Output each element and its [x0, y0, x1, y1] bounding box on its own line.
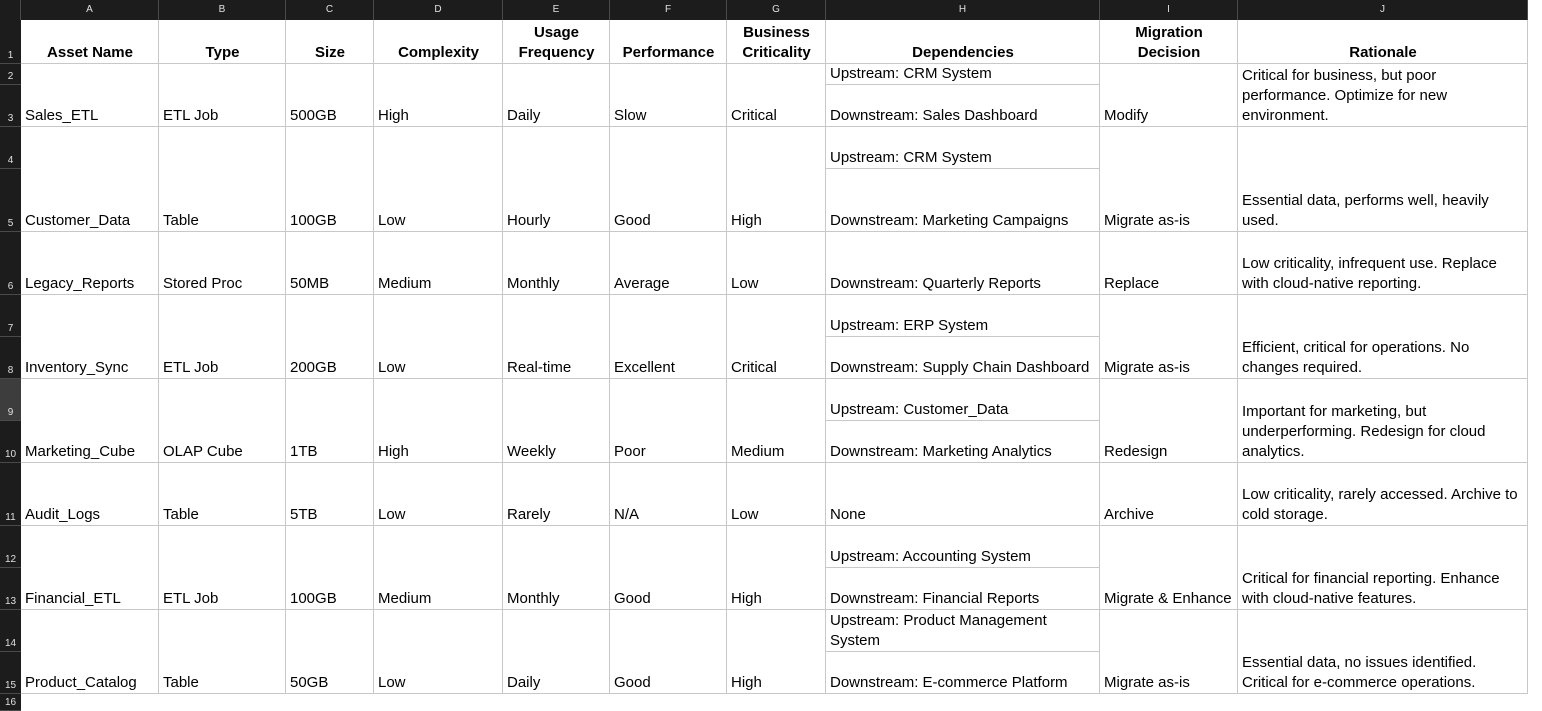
- header-rationale-line-1: Rationale: [1349, 44, 1417, 61]
- cell-upstream-5[interactable]: [826, 379, 1100, 421]
- cell-size-5-text: 1TB: [290, 443, 318, 460]
- cell-performance-1[interactable]: [610, 64, 727, 127]
- cell-size-2[interactable]: [286, 127, 374, 232]
- cell-downstream-5-text: Downstream: Marketing Analytics: [830, 443, 1052, 460]
- empty-row-16[interactable]: [21, 694, 1528, 711]
- cell-complexity-4-text: Low: [378, 359, 406, 376]
- cell-size-8-text: 50GB: [290, 674, 329, 691]
- header-performance[interactable]: [610, 20, 727, 64]
- cell-decision-8[interactable]: [1100, 610, 1238, 694]
- column-header-i[interactable]: I: [1100, 0, 1238, 20]
- header-complexity-text: [398, 43, 479, 63]
- cell-complexity-2-text: Low: [378, 212, 406, 229]
- cell-type-8[interactable]: [159, 610, 286, 694]
- row-header-3[interactable]: 3: [0, 85, 21, 127]
- cell-rationale-8-text: Essential data, no issues identified. Critical for e-commerce operations.: [1242, 654, 1477, 691]
- cell-criticality-5-text: Medium: [731, 443, 785, 460]
- cell-complexity-8-text: Low: [378, 674, 406, 691]
- cell-decision-4[interactable]: [1100, 295, 1238, 379]
- cell-downstream-4-text: Downstream: Supply Chain Dashboard: [830, 359, 1090, 376]
- cell-rationale-1[interactable]: [1238, 64, 1528, 127]
- cell-performance-3-text: Average: [614, 275, 670, 292]
- cell-criticality-4-text: Critical: [731, 359, 777, 376]
- header-business-criticality-line-1: Business: [743, 24, 810, 41]
- cell-performance-6[interactable]: [610, 463, 727, 526]
- cell-rationale-7-text: Critical for financial reporting. Enhance with cloud-native features.: [1242, 570, 1500, 607]
- header-size-text: [315, 43, 345, 63]
- header-performance-text: [623, 43, 715, 63]
- cell-usage-7-text: Monthly: [507, 590, 560, 607]
- row-header-1[interactable]: 1: [0, 20, 21, 64]
- cell-decision-3-text: Replace: [1104, 275, 1160, 292]
- row-header-7[interactable]: 7: [0, 295, 21, 337]
- cell-criticality-1-text: Critical: [731, 107, 777, 124]
- cell-performance-5[interactable]: [610, 379, 727, 463]
- cell-decision-6-text: Archive: [1104, 506, 1155, 523]
- cell-asset-4[interactable]: [21, 295, 159, 379]
- cell-performance-8-text: Good: [614, 674, 651, 691]
- cell-performance-8[interactable]: [610, 610, 727, 694]
- cell-downstream-5[interactable]: [826, 421, 1100, 463]
- cell-usage-1[interactable]: [503, 64, 610, 127]
- cell-usage-2[interactable]: [503, 127, 610, 232]
- cell-downstream-6[interactable]: [826, 463, 1100, 526]
- cell-performance-5-text: Poor: [614, 443, 646, 460]
- cell-size-4[interactable]: [286, 295, 374, 379]
- cell-usage-4-text: Real-time: [507, 359, 572, 376]
- header-rationale-text: [1349, 43, 1417, 63]
- sheet-right-margin: [1528, 20, 1542, 711]
- header-type-line-1: Type: [205, 44, 240, 61]
- cell-performance-6-text: N/A: [614, 506, 640, 523]
- cell-usage-3-text: Monthly: [507, 275, 560, 292]
- cell-rationale-6[interactable]: [1238, 463, 1528, 526]
- cell-decision-3[interactable]: [1100, 232, 1238, 295]
- header-usage-frequency[interactable]: [503, 20, 610, 64]
- column-header-g[interactable]: G: [727, 0, 826, 20]
- cell-complexity-3[interactable]: [374, 232, 503, 295]
- cell-type-6-text: Table: [163, 506, 199, 523]
- row-header-14[interactable]: 14: [0, 610, 21, 652]
- header-migration-decision[interactable]: [1100, 20, 1238, 64]
- header-usage-frequency-text: [519, 23, 595, 63]
- cell-decision-5[interactable]: [1100, 379, 1238, 463]
- cell-rationale-2[interactable]: [1238, 127, 1528, 232]
- cell-size-3[interactable]: [286, 232, 374, 295]
- column-header-d[interactable]: D: [374, 0, 503, 20]
- cell-type-3[interactable]: [159, 232, 286, 295]
- cell-downstream-3[interactable]: [826, 232, 1100, 295]
- cell-criticality-7[interactable]: [727, 526, 826, 610]
- cell-type-5-text: OLAP Cube: [163, 443, 243, 460]
- column-header-f[interactable]: F: [610, 0, 727, 20]
- cell-rationale-4[interactable]: [1238, 295, 1528, 379]
- cell-upstream-7-text: Upstream: Accounting System: [830, 548, 1031, 565]
- cell-type-4-text: ETL Job: [163, 359, 219, 376]
- cell-size-4-text: 200GB: [290, 359, 337, 376]
- header-type-text: [206, 43, 240, 63]
- cell-criticality-4[interactable]: [727, 295, 826, 379]
- cell-usage-8-text: Daily: [507, 674, 541, 691]
- cell-decision-2-text: Migrate as-is: [1104, 212, 1190, 229]
- cell-type-4[interactable]: [159, 295, 286, 379]
- cell-decision-2[interactable]: [1100, 127, 1238, 232]
- header-rationale[interactable]: [1238, 20, 1528, 64]
- cell-criticality-6-text: Low: [731, 506, 759, 523]
- cell-downstream-8[interactable]: [826, 652, 1100, 694]
- cell-performance-2[interactable]: [610, 127, 727, 232]
- cell-usage-5-text: Weekly: [507, 443, 556, 460]
- cell-rationale-4-text: Efficient, critical for operations. No changes required.: [1242, 339, 1470, 376]
- select-all-corner[interactable]: [0, 0, 21, 20]
- cell-upstream-4-text: Upstream: ERP System: [830, 317, 989, 334]
- header-migration-decision-line-2: Decision: [1137, 44, 1201, 61]
- cell-criticality-2-text: High: [731, 212, 762, 229]
- cell-asset-8-text: Product_Catalog: [25, 674, 137, 691]
- cell-size-6[interactable]: [286, 463, 374, 526]
- cell-asset-6-text: Audit_Logs: [25, 506, 101, 523]
- row-header-11[interactable]: 11: [0, 463, 21, 526]
- column-header-a[interactable]: A: [21, 0, 159, 20]
- cell-decision-8-text: Migrate as-is: [1104, 674, 1190, 691]
- cell-downstream-7-text: Downstream: Financial Reports: [830, 590, 1040, 607]
- cell-upstream-2-text: Upstream: CRM System: [830, 149, 992, 166]
- cell-criticality-6[interactable]: [727, 463, 826, 526]
- cell-decision-7[interactable]: [1100, 526, 1238, 610]
- cell-usage-6[interactable]: [503, 463, 610, 526]
- cell-asset-2-text: Customer_Data: [25, 212, 131, 229]
- cell-criticality-2[interactable]: [727, 127, 826, 232]
- cell-complexity-4[interactable]: [374, 295, 503, 379]
- row-header-16[interactable]: 16: [0, 694, 21, 711]
- cell-type-1[interactable]: [159, 64, 286, 127]
- cell-type-7-text: ETL Job: [163, 590, 219, 607]
- cell-type-5[interactable]: [159, 379, 286, 463]
- cell-complexity-5-text: High: [378, 443, 409, 460]
- header-dependencies[interactable]: [826, 20, 1100, 64]
- cell-rationale-3[interactable]: [1238, 232, 1528, 295]
- cell-type-7[interactable]: [159, 526, 286, 610]
- header-size-line-1: Size: [314, 44, 345, 61]
- cell-decision-7-text: Migrate & Enhance: [1104, 590, 1232, 607]
- cell-criticality-3[interactable]: [727, 232, 826, 295]
- cell-downstream-3-text: Downstream: Quarterly Reports: [830, 275, 1041, 292]
- cell-upstream-7[interactable]: [826, 526, 1100, 568]
- cell-rationale-5-text: Important for marketing, but underperforming. Redesign for cloud analytics.: [1242, 403, 1486, 460]
- cell-performance-4-text: Excellent: [614, 359, 675, 376]
- cell-downstream-2-text: Downstream: Marketing Campaigns: [830, 212, 1069, 229]
- header-size[interactable]: [286, 20, 374, 64]
- cell-downstream-7[interactable]: [826, 568, 1100, 610]
- cell-performance-2-text: Good: [614, 212, 651, 229]
- cell-rationale-6-text: Low criticality, rarely accessed. Archive to cold storage.: [1242, 486, 1518, 523]
- row-header-9[interactable]: 9: [0, 379, 21, 421]
- row-header-8[interactable]: 8: [0, 337, 21, 379]
- header-performance-line-1: Performance: [622, 44, 715, 61]
- cell-asset-8[interactable]: [21, 610, 159, 694]
- column-header-e[interactable]: E: [503, 0, 610, 20]
- cell-upstream-2[interactable]: [826, 127, 1100, 169]
- cell-rationale-8[interactable]: [1238, 610, 1528, 694]
- row-header-15[interactable]: 15: [0, 652, 21, 694]
- cell-asset-7[interactable]: [21, 526, 159, 610]
- row-header-2[interactable]: 2: [0, 64, 21, 85]
- cell-asset-5-text: Marketing_Cube: [25, 443, 136, 460]
- cell-rationale-5[interactable]: [1238, 379, 1528, 463]
- cell-criticality-3-text: Low: [731, 275, 759, 292]
- cell-complexity-1-text: High: [378, 107, 409, 124]
- header-asset-name-line-1: Asset Name: [47, 44, 133, 61]
- cell-criticality-8[interactable]: [727, 610, 826, 694]
- cell-rationale-1-text: Critical for business, but poor performance. Optimize for new environment.: [1242, 67, 1448, 124]
- cell-size-5[interactable]: [286, 379, 374, 463]
- column-header-b[interactable]: B: [159, 0, 286, 20]
- cell-asset-7-text: Financial_ETL: [25, 590, 121, 607]
- cell-performance-1-text: Slow: [614, 107, 647, 124]
- cell-type-3-text: Stored Proc: [163, 275, 243, 292]
- cell-usage-7[interactable]: [503, 526, 610, 610]
- header-migration-decision-line-1: Migration: [1135, 24, 1203, 41]
- cell-criticality-8-text: High: [731, 674, 762, 691]
- cell-type-1-text: ETL Job: [163, 107, 219, 124]
- cell-performance-3[interactable]: [610, 232, 727, 295]
- cell-downstream-8-text: Downstream: E-commerce Platform: [830, 674, 1068, 691]
- cell-usage-8[interactable]: [503, 610, 610, 694]
- cell-usage-6-text: Rarely: [507, 506, 551, 523]
- header-complexity[interactable]: [374, 20, 503, 64]
- row-header-10[interactable]: 10: [0, 421, 21, 463]
- column-header-h[interactable]: H: [826, 0, 1100, 20]
- cell-downstream-1[interactable]: [826, 85, 1100, 127]
- cell-upstream-4[interactable]: [826, 295, 1100, 337]
- cell-size-3-text: 50MB: [290, 275, 330, 292]
- cell-complexity-7[interactable]: [374, 526, 503, 610]
- cell-size-7[interactable]: [286, 526, 374, 610]
- header-dependencies-text: [912, 43, 1014, 63]
- cell-asset-2[interactable]: [21, 127, 159, 232]
- cell-decision-6[interactable]: [1100, 463, 1238, 526]
- cell-usage-4[interactable]: [503, 295, 610, 379]
- row-header-12[interactable]: 12: [0, 526, 21, 568]
- cell-downstream-6-text: None: [830, 506, 866, 523]
- cell-decision-5-text: Redesign: [1104, 443, 1168, 460]
- cell-asset-3[interactable]: [21, 232, 159, 295]
- cell-usage-1-text: Daily: [507, 107, 541, 124]
- cell-complexity-2[interactable]: [374, 127, 503, 232]
- cell-size-8[interactable]: [286, 610, 374, 694]
- cell-complexity-5[interactable]: [374, 379, 503, 463]
- cell-criticality-7-text: High: [731, 590, 762, 607]
- header-usage-frequency-line-1: Usage: [533, 24, 579, 41]
- header-business-criticality-line-2: Criticality: [742, 44, 811, 61]
- cell-asset-4-text: Inventory_Sync: [25, 359, 129, 376]
- header-business-criticality[interactable]: [727, 20, 826, 64]
- cell-usage-3[interactable]: [503, 232, 610, 295]
- cell-rationale-7[interactable]: [1238, 526, 1528, 610]
- column-header-j[interactable]: J: [1238, 0, 1528, 20]
- cell-upstream-5-text: Upstream: Customer_Data: [830, 401, 1009, 418]
- row-header-13[interactable]: 13: [0, 568, 21, 610]
- cell-complexity-8[interactable]: [374, 610, 503, 694]
- header-complexity-line-1: Complexity: [398, 44, 479, 61]
- cell-complexity-1[interactable]: [374, 64, 503, 127]
- cell-complexity-6-text: Low: [378, 506, 406, 523]
- column-header-c[interactable]: C: [286, 0, 374, 20]
- cell-performance-4[interactable]: [610, 295, 727, 379]
- cell-performance-7[interactable]: [610, 526, 727, 610]
- cell-type-6[interactable]: [159, 463, 286, 526]
- cell-size-1-text: 500GB: [290, 107, 337, 124]
- cell-upstream-8[interactable]: [826, 610, 1100, 652]
- cell-complexity-7-text: Medium: [378, 590, 432, 607]
- header-asset-name-text: [47, 43, 133, 63]
- cell-asset-1-text: Sales_ETL: [25, 107, 99, 124]
- cell-size-1[interactable]: [286, 64, 374, 127]
- cell-criticality-5[interactable]: [727, 379, 826, 463]
- cell-downstream-1-text: Downstream: Sales Dashboard: [830, 107, 1038, 124]
- header-migration-decision-text: [1135, 23, 1203, 63]
- row-header-5[interactable]: 5: [0, 169, 21, 232]
- cell-downstream-2[interactable]: [826, 169, 1100, 232]
- cell-usage-2-text: Hourly: [507, 212, 551, 229]
- cell-complexity-3-text: Medium: [378, 275, 432, 292]
- header-business-criticality-text: [742, 23, 810, 63]
- cell-decision-1[interactable]: [1100, 64, 1238, 127]
- cell-performance-7-text: Good: [614, 590, 651, 607]
- cell-downstream-4[interactable]: [826, 337, 1100, 379]
- cell-rationale-3-text: Low criticality, infrequent use. Replace with cloud-native reporting.: [1242, 255, 1497, 292]
- header-dependencies-line-1: Dependencies: [912, 44, 1014, 61]
- cell-asset-3-text: Legacy_Reports: [25, 275, 135, 292]
- cell-type-2[interactable]: [159, 127, 286, 232]
- cell-upstream-8-text: Upstream: Product Management System: [830, 612, 1047, 649]
- cell-decision-1-text: Modify: [1104, 107, 1149, 124]
- cell-upstream-1-text: Upstream: CRM System: [830, 65, 992, 82]
- cell-size-7-text: 100GB: [290, 590, 337, 607]
- cell-decision-4-text: Migrate as-is: [1104, 359, 1190, 376]
- cell-criticality-1[interactable]: [727, 64, 826, 127]
- header-type[interactable]: [159, 20, 286, 64]
- cell-complexity-6[interactable]: [374, 463, 503, 526]
- cell-usage-5[interactable]: [503, 379, 610, 463]
- cell-size-6-text: 5TB: [290, 506, 318, 523]
- header-usage-frequency-line-2: Frequency: [518, 44, 595, 61]
- cell-asset-5[interactable]: [21, 379, 159, 463]
- cell-type-2-text: Table: [163, 212, 199, 229]
- row-header-4[interactable]: 4: [0, 127, 21, 169]
- cell-upstream-1[interactable]: [826, 64, 1100, 85]
- cell-asset-6[interactable]: [21, 463, 159, 526]
- cell-size-2-text: 100GB: [290, 212, 337, 229]
- cell-asset-1[interactable]: [21, 64, 159, 127]
- cell-rationale-2-text: Essential data, performs well, heavily used.: [1242, 192, 1489, 229]
- cell-type-8-text: Table: [163, 674, 199, 691]
- row-header-6[interactable]: 6: [0, 232, 21, 295]
- header-asset-name[interactable]: [21, 20, 159, 64]
